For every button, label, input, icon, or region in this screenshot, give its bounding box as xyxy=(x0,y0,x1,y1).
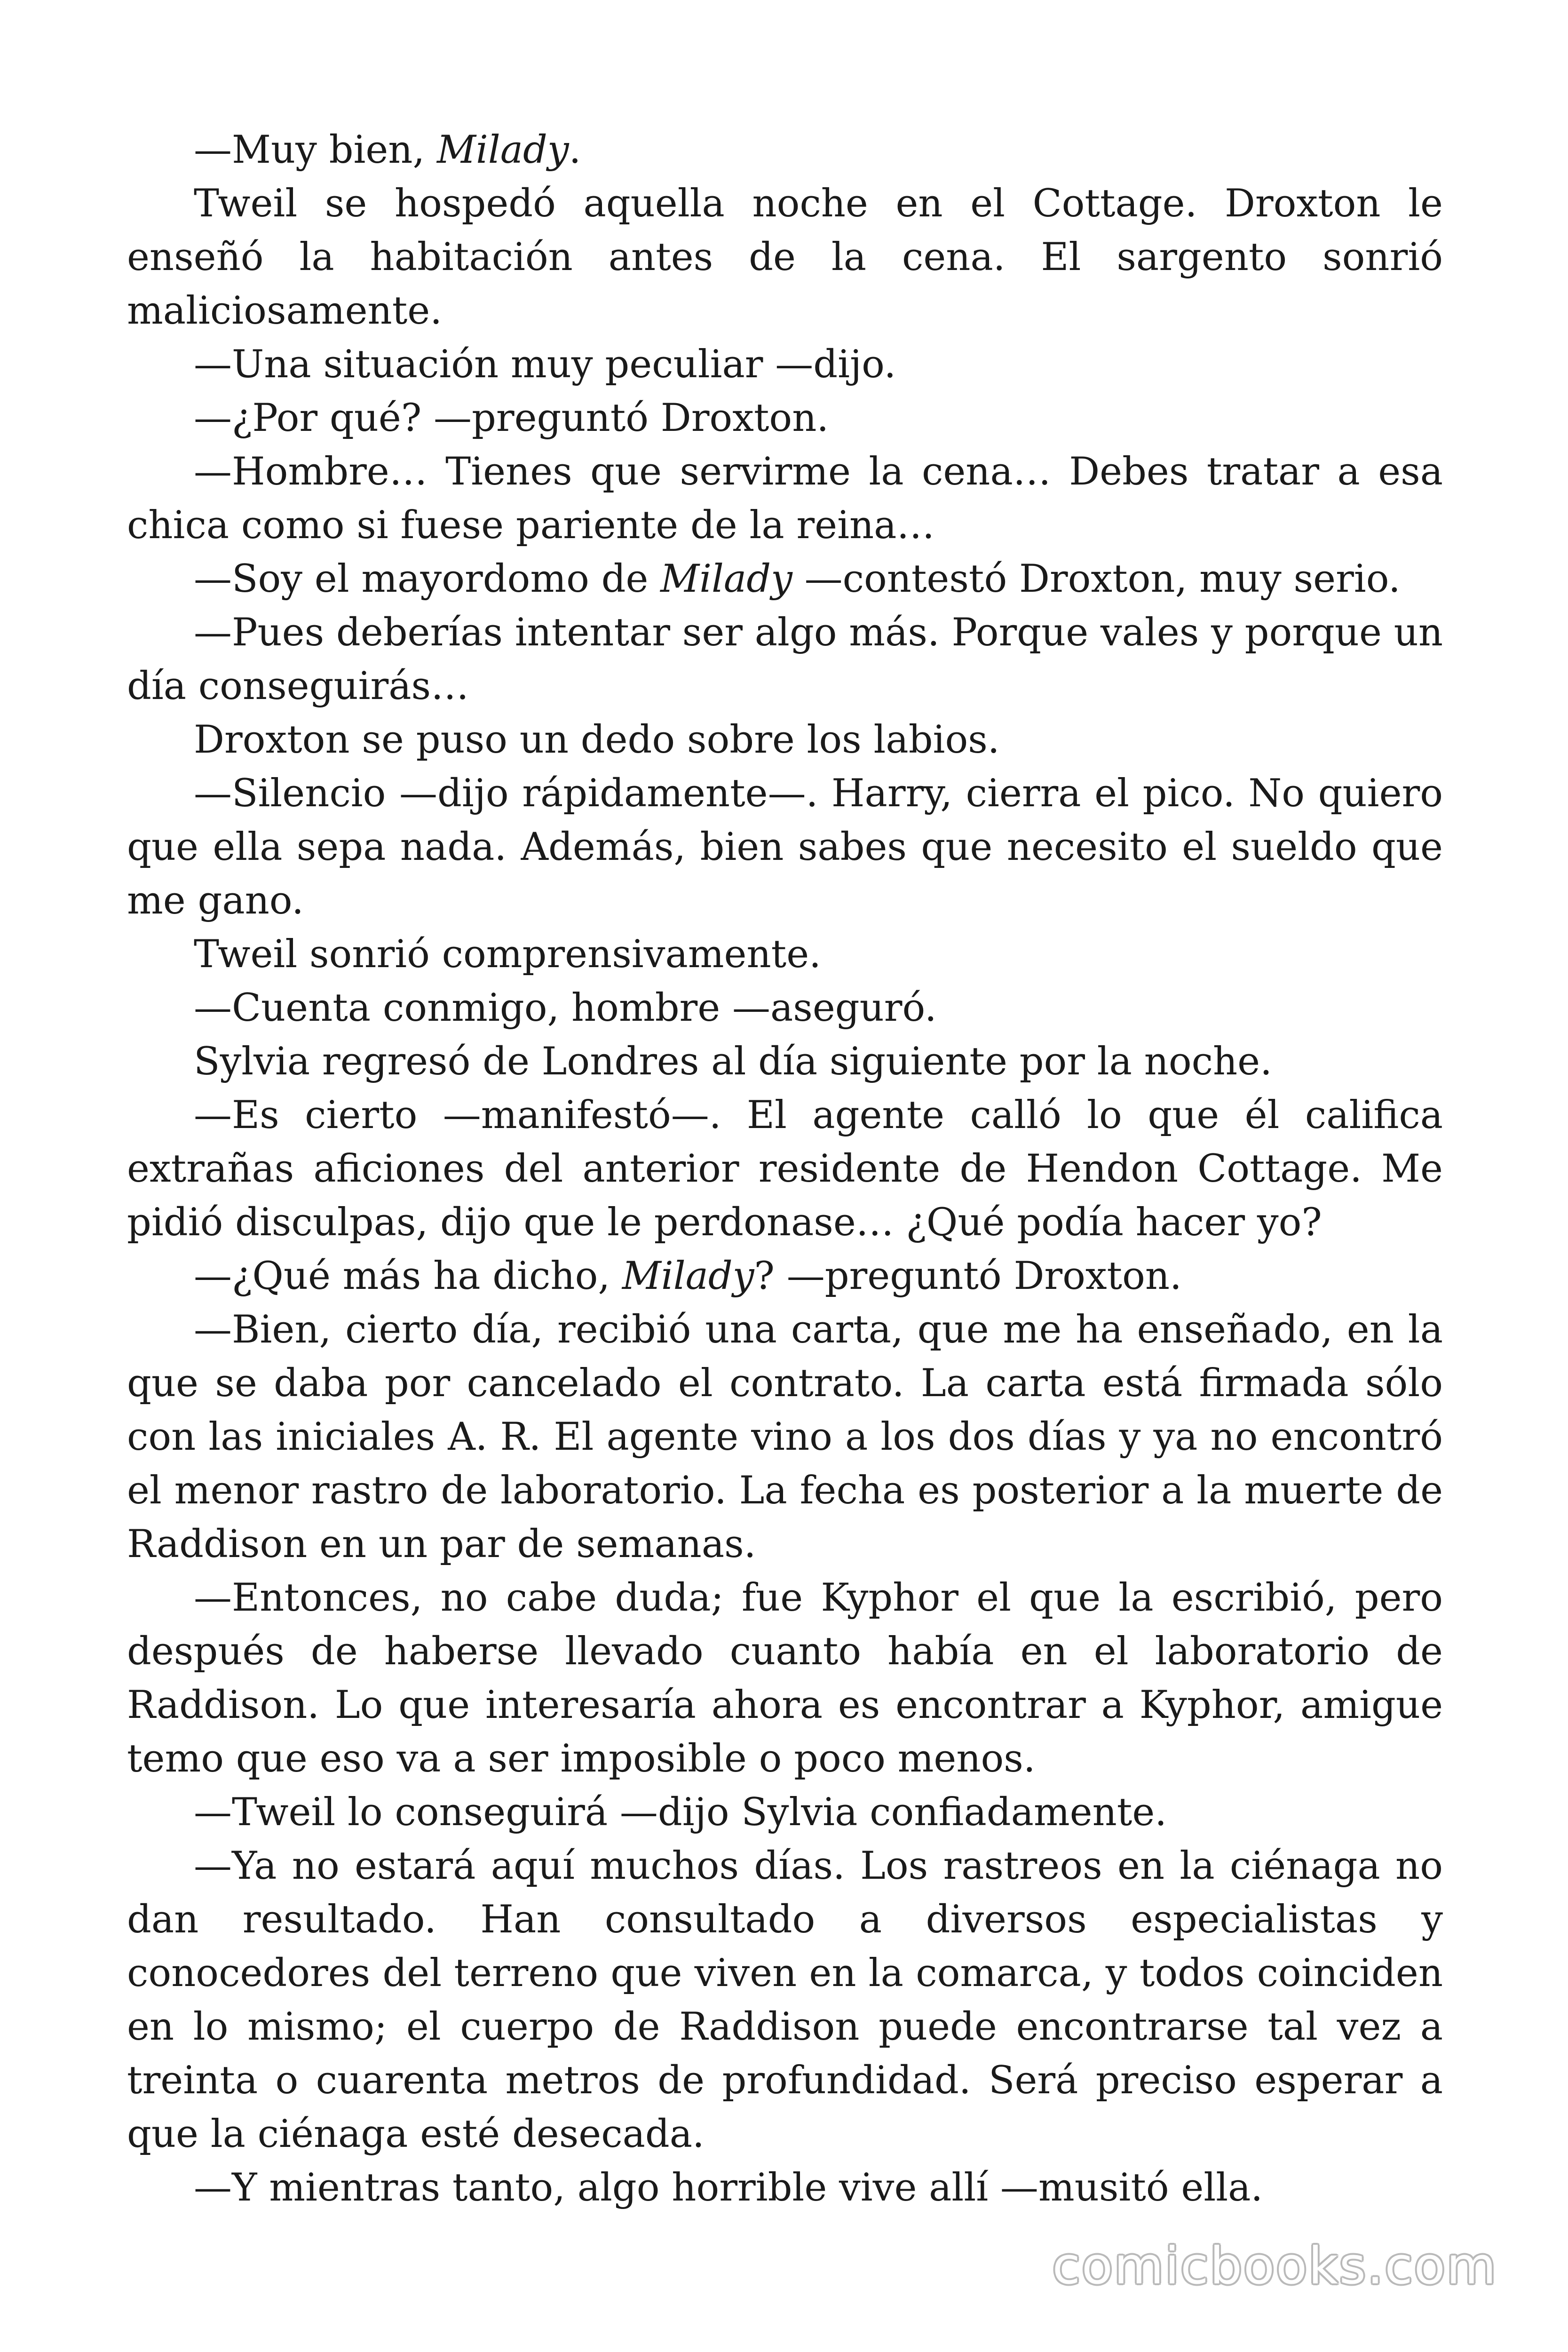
paragraph xyxy=(127,713,1443,767)
paragraph-text: —Pues deberías intentar ser algo más. Porque vales y porque un día conseguirás… xyxy=(127,611,1443,708)
paragraph xyxy=(127,1303,1443,1571)
paragraph xyxy=(127,1786,1443,1839)
paragraph-text: —Ya no estará aquí muchos días. Los rastreos en la ciénaga no dan resultado. Han consultado a diversos especialistas y conocedores del terreno que viven en la comarca, y todos coinciden en lo mismo; el cuerpo de Raddison puede encontrarse tal vez a treinta o cuarenta metros de profundidad. Será preciso esperar a que la ciénaga esté desecada. xyxy=(127,1844,1443,2156)
paragraph xyxy=(127,391,1443,445)
paragraph xyxy=(127,767,1443,928)
paragraph-text: —Entonces, no cabe duda; fue Kyphor el que la escribió, pero después de haberse llevado cuanto había en el laboratorio de Raddison. Lo que interesaría ahora es encontrar a Kyphor, amigue temo que eso va a ser imposible o poco menos. xyxy=(127,1576,1443,1781)
paragraph-text: —¿Qué más ha dicho, xyxy=(194,1254,622,1298)
paragraph-text: —Una situación muy peculiar —dijo. xyxy=(194,342,896,387)
paragraph-text: —Es cierto —manifestó—. El agente calló lo que él califica extrañas aficiones del anterior residente de Hendon Cottage. Me pidió disculpas, dijo que le perdonase… ¿Qué podía hacer yo? xyxy=(127,1093,1443,1245)
paragraph-text: . xyxy=(569,128,581,172)
watermark: comicbooks.com xyxy=(1052,2237,1497,2296)
paragraph-text: —Bien, cierto día, recibió una carta, que me ha enseñado, en la que se daba por cancelado el contrato. La carta está firmada sólo con las iniciales A. R. El agente vino a los dos días y ya no encontró el menor rastro de laboratorio. La fecha es posterior a la muerte de Raddison en un par de semanas. xyxy=(127,1308,1443,1566)
paragraph-text: Sylvia regresó de Londres al día siguiente por la noche. xyxy=(194,1040,1272,1084)
paragraph xyxy=(127,1839,1443,2161)
paragraph xyxy=(127,123,1443,177)
paragraph xyxy=(127,177,1443,338)
paragraph-text: Tweil se hospedó aquella noche en el Cottage. Droxton le enseñó la habitación antes de la cena. El sargento sonrió maliciosamente. xyxy=(127,182,1443,333)
paragraph xyxy=(127,1571,1443,1786)
paragraph-text: Tweil sonrió comprensivamente. xyxy=(194,932,821,977)
paragraph-text: —Silencio —dijo rápidamente—. Harry, cierra el pico. No quiero que ella sepa nada. Además, bien sabes que necesito el sueldo que me gano. xyxy=(127,771,1443,923)
italic-text: Milady xyxy=(660,557,792,601)
paragraph-text: —Soy el mayordomo de xyxy=(194,557,661,601)
italic-text: Milady xyxy=(436,128,569,172)
paragraph xyxy=(127,928,1443,981)
paragraph-text: —Cuenta conmigo, hombre —aseguró. xyxy=(194,986,937,1030)
paragraph-text: —Muy bien, xyxy=(194,128,437,172)
paragraph-text: —Tweil lo conseguirá —dijo Sylvia confiadamente. xyxy=(194,1790,1167,1835)
paragraph-text: —contestó Droxton, muy serio. xyxy=(792,557,1401,601)
paragraph xyxy=(127,552,1443,606)
paragraph xyxy=(127,981,1443,1035)
paragraph-text: ? —preguntó Droxton. xyxy=(754,1254,1182,1298)
paragraph xyxy=(127,338,1443,391)
page-text xyxy=(127,123,1443,2215)
paragraph xyxy=(127,1035,1443,1089)
paragraph-text: Droxton se puso un dedo sobre los labios. xyxy=(194,718,1000,762)
paragraph xyxy=(127,1249,1443,1303)
paragraph-text: —Hombre… Tienes que servirme la cena… Debes tratar a esa chica como si fuese pariente de la reina… xyxy=(127,450,1443,548)
italic-text: Milady xyxy=(622,1254,754,1298)
paragraph xyxy=(127,1089,1443,1249)
paragraph xyxy=(127,606,1443,713)
paragraph-text: —Y mientras tanto, algo horrible vive allí —musitó ella. xyxy=(194,2166,1263,2210)
paragraph-text: —¿Por qué? —preguntó Droxton. xyxy=(194,396,829,440)
paragraph xyxy=(127,445,1443,552)
paragraph xyxy=(127,2161,1443,2215)
